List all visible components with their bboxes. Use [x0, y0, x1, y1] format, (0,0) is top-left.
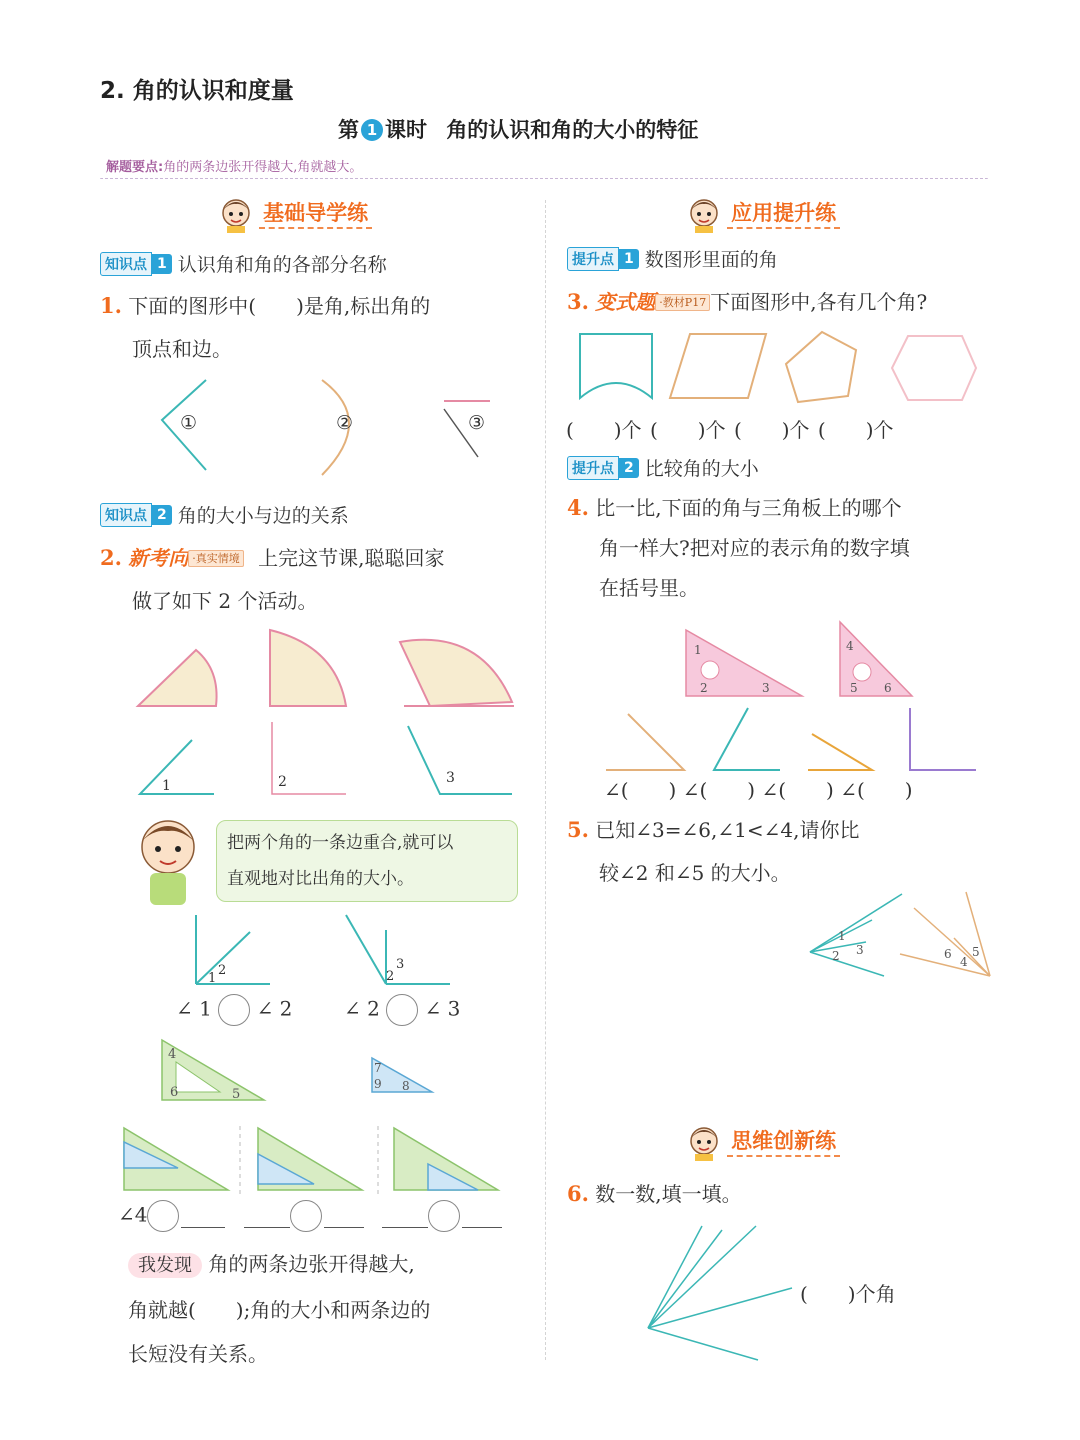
discover-line3: 长短没有关系。	[128, 1342, 268, 1366]
kp-tag: 提升点	[567, 456, 619, 480]
overlap-label-2: 2	[218, 963, 227, 978]
question-5	[567, 808, 1007, 895]
q3-shapes	[570, 328, 980, 410]
kid-mascot-icon	[218, 196, 254, 234]
tips-label: 解题要点:	[106, 160, 164, 175]
q5-angles	[806, 890, 996, 980]
section-heading-text: 基础导学练	[259, 201, 372, 229]
q5-label-4: 4	[960, 955, 968, 969]
question-number: 1.	[100, 293, 122, 318]
figure-label-1: ①	[180, 412, 198, 434]
q5-label-5: 5	[972, 945, 980, 959]
figure-label-2: ②	[336, 412, 354, 434]
fans-and-angles	[130, 622, 530, 802]
upgrade-point-2	[567, 454, 759, 481]
question-1-line2: 顶点和边。	[132, 337, 232, 361]
angle-label-2: 2	[278, 774, 287, 790]
question-2-line2: 做了如下 2 个活动。	[132, 589, 318, 613]
compare-circle-2[interactable]	[386, 994, 418, 1026]
question-number: 2.	[100, 545, 122, 570]
new-tag: 新考向	[128, 546, 189, 570]
question-6	[567, 1172, 742, 1216]
q5-label-1: 1	[838, 929, 846, 943]
triangle-rulers	[150, 1036, 450, 1104]
tri-label-6: 6	[170, 1085, 179, 1100]
q4-angle-c	[808, 734, 872, 770]
kid-mascot-icon	[686, 1124, 722, 1162]
compare-b: ∠ 2	[256, 996, 293, 1021]
q5-label-6: 6	[944, 947, 952, 961]
column-divider	[545, 200, 546, 1360]
q4-blank-4[interactable]: ∠( )	[840, 778, 913, 802]
question-3-text: 下面图形中,各有几个角?	[710, 290, 928, 314]
kp-text: 角的大小与边的关系	[177, 505, 349, 527]
q4-tri-label-6: 6	[884, 681, 892, 695]
fan-small-icon	[138, 650, 217, 706]
q4-angles	[600, 704, 980, 774]
discover-line1: 角的两条边张开得越大,	[208, 1252, 415, 1276]
tips-divider	[100, 178, 988, 179]
q3-blank-2[interactable]: ( )个	[649, 418, 726, 442]
kp-tag: 提升点	[567, 247, 619, 271]
tri-label-7: 7	[374, 1061, 382, 1075]
q4-tri-label-5: 5	[850, 681, 858, 695]
question-4-line3: 在括号里。	[599, 576, 699, 600]
question-4-line1: 比一比,下面的角与三角板上的哪个	[595, 496, 902, 520]
hint-line2: 直观地对比出角的大小。	[227, 869, 414, 889]
kp-number: 2	[152, 505, 172, 525]
overlap-label-b2: 2	[386, 969, 395, 984]
question-number: 3.	[567, 289, 589, 314]
shape-arch	[580, 334, 652, 398]
shape-parallelogram	[670, 334, 766, 398]
knowledge-point-2	[100, 501, 349, 528]
tri-label-8: 8	[402, 1079, 410, 1093]
question-5-line1: 已知∠3=∠6,∠1<∠4,请你比	[595, 818, 860, 842]
kp-number: 1	[619, 249, 639, 269]
combined-rulers	[118, 1124, 508, 1194]
figure-label-3: ③	[468, 412, 486, 434]
mini-tag: ·真实情境	[188, 550, 244, 567]
kp-text: 比较角的大小	[644, 458, 759, 480]
lesson-number-badge: 1	[361, 119, 383, 141]
section-heading-basic	[218, 196, 372, 234]
question-number: 5.	[567, 817, 589, 842]
shape-hexagon	[892, 336, 976, 400]
q4-tri-label-1: 1	[694, 643, 702, 657]
question-2-line1: 上完这节课,聪聪回家	[258, 546, 445, 570]
q6-rays	[640, 1220, 800, 1365]
compare-circle-1[interactable]	[218, 994, 250, 1026]
question-2	[100, 536, 540, 623]
discover-box	[128, 1242, 528, 1376]
question-1	[100, 284, 540, 371]
question-3	[567, 280, 1007, 324]
compare-row-1	[176, 994, 292, 1026]
compare-prefix: ∠4	[118, 1202, 148, 1227]
q4-angle-b	[714, 708, 780, 770]
angle-label-3: 3	[446, 770, 455, 786]
question-6-text: 数一数,填一填。	[595, 1182, 742, 1206]
section-title: 2. 角的认识和度量	[100, 78, 294, 104]
kp-tag: 知识点	[100, 252, 152, 276]
section-heading-apply	[686, 196, 840, 234]
discover-tag: 我发现	[128, 1253, 202, 1278]
compare-a: ∠ 1	[176, 996, 212, 1021]
overlap-label-b3: 3	[396, 957, 405, 972]
angle-3	[408, 726, 512, 794]
section-heading-text: 思维创新练	[727, 1129, 840, 1157]
overlap-angles	[170, 910, 470, 985]
answer-blank-3[interactable]	[324, 1203, 364, 1228]
answer-blank-1[interactable]	[181, 1203, 225, 1228]
kp-number: 1	[152, 254, 172, 274]
compare-row-3	[118, 1200, 502, 1232]
q4-angle-d	[910, 708, 976, 770]
angle-1	[140, 740, 214, 794]
q4-blank-1[interactable]: ∠( )	[604, 778, 677, 802]
overlap-label-1: 1	[208, 971, 217, 985]
lesson-title-text: 角的认识和角的大小的特征	[446, 118, 699, 142]
answer-blank-4[interactable]	[382, 1203, 428, 1228]
q4-triangle-rulers	[680, 618, 920, 700]
variant-tag: 变式题	[595, 290, 656, 314]
hint-line1: 把两个角的一条边重合,就可以	[227, 833, 454, 853]
q3-blank-4[interactable]: ( )个	[817, 418, 894, 442]
fan-medium-icon	[270, 630, 346, 706]
kp-text: 认识角和角的各部分名称	[177, 254, 387, 276]
discover-line2: 角就越( );角的大小和两条边的	[128, 1298, 431, 1322]
tri-label-4: 4	[168, 1047, 177, 1062]
q4-tri-label-3: 3	[762, 681, 770, 695]
q4-tri-label-2: 2	[700, 681, 708, 695]
kp-text: 数图形里面的角	[644, 249, 778, 271]
q3-blank-1[interactable]: ( )个	[566, 418, 642, 442]
tri-label-5: 5	[232, 1087, 241, 1102]
mini-tag: ·教材P17	[655, 294, 710, 311]
question-number: 4.	[567, 495, 589, 520]
tri-label-9: 9	[374, 1077, 382, 1091]
kp-tag: 知识点	[100, 503, 152, 527]
question-number: 6.	[567, 1181, 589, 1206]
boy-avatar	[130, 815, 210, 910]
section-heading-text: 应用提升练	[727, 201, 840, 229]
kid-mascot-icon	[686, 196, 722, 234]
q4-blank-3[interactable]: ∠( )	[761, 778, 834, 802]
knowledge-point-1	[100, 250, 387, 277]
answer-blank-5[interactable]	[462, 1203, 502, 1228]
q5-label-3: 3	[856, 943, 864, 957]
kp-number: 2	[619, 458, 639, 478]
compare-circle-3[interactable]	[147, 1200, 179, 1232]
compare-row-2	[344, 994, 460, 1026]
tips-text: 角的两条边张开得越大,角就越大。	[163, 160, 363, 175]
fan-large-icon	[400, 640, 512, 706]
q4-angle-a	[606, 714, 684, 770]
compare-circle-5[interactable]	[428, 1200, 460, 1232]
question-1-line1: 下面的图形中( )是角,标出角的	[128, 294, 431, 318]
tips-line	[106, 156, 362, 175]
upgrade-point-1	[567, 245, 778, 272]
q4-blank-2[interactable]: ∠( )	[682, 778, 756, 802]
q4-answers	[604, 774, 913, 803]
question-5-line2: 较∠2 和∠5 的大小。	[599, 861, 791, 885]
compare-c: ∠ 2	[344, 996, 380, 1021]
answer-blank-2[interactable]	[244, 1203, 290, 1228]
lesson-title	[338, 114, 698, 144]
q3-answers	[566, 414, 894, 443]
hint-bubble	[216, 820, 518, 902]
shape-pentagon	[786, 332, 856, 402]
section-heading-think	[686, 1124, 840, 1162]
lesson-prefix: 第	[338, 118, 359, 142]
q6-answer[interactable]: ( )个角	[800, 1282, 896, 1306]
compare-circle-4[interactable]	[290, 1200, 322, 1232]
question-4-line2: 角一样大?把对应的表示角的数字填	[599, 536, 910, 560]
compare-d: ∠ 3	[424, 996, 461, 1021]
lesson-suffix: 课时	[385, 118, 427, 142]
question-4	[567, 488, 1007, 608]
q1-figures	[140, 375, 540, 480]
q5-label-2: 2	[832, 949, 840, 963]
angle-label-1: 1	[162, 778, 171, 794]
q4-tri-label-4: 4	[846, 639, 854, 653]
q3-blank-3[interactable]: ( )个	[733, 418, 810, 442]
